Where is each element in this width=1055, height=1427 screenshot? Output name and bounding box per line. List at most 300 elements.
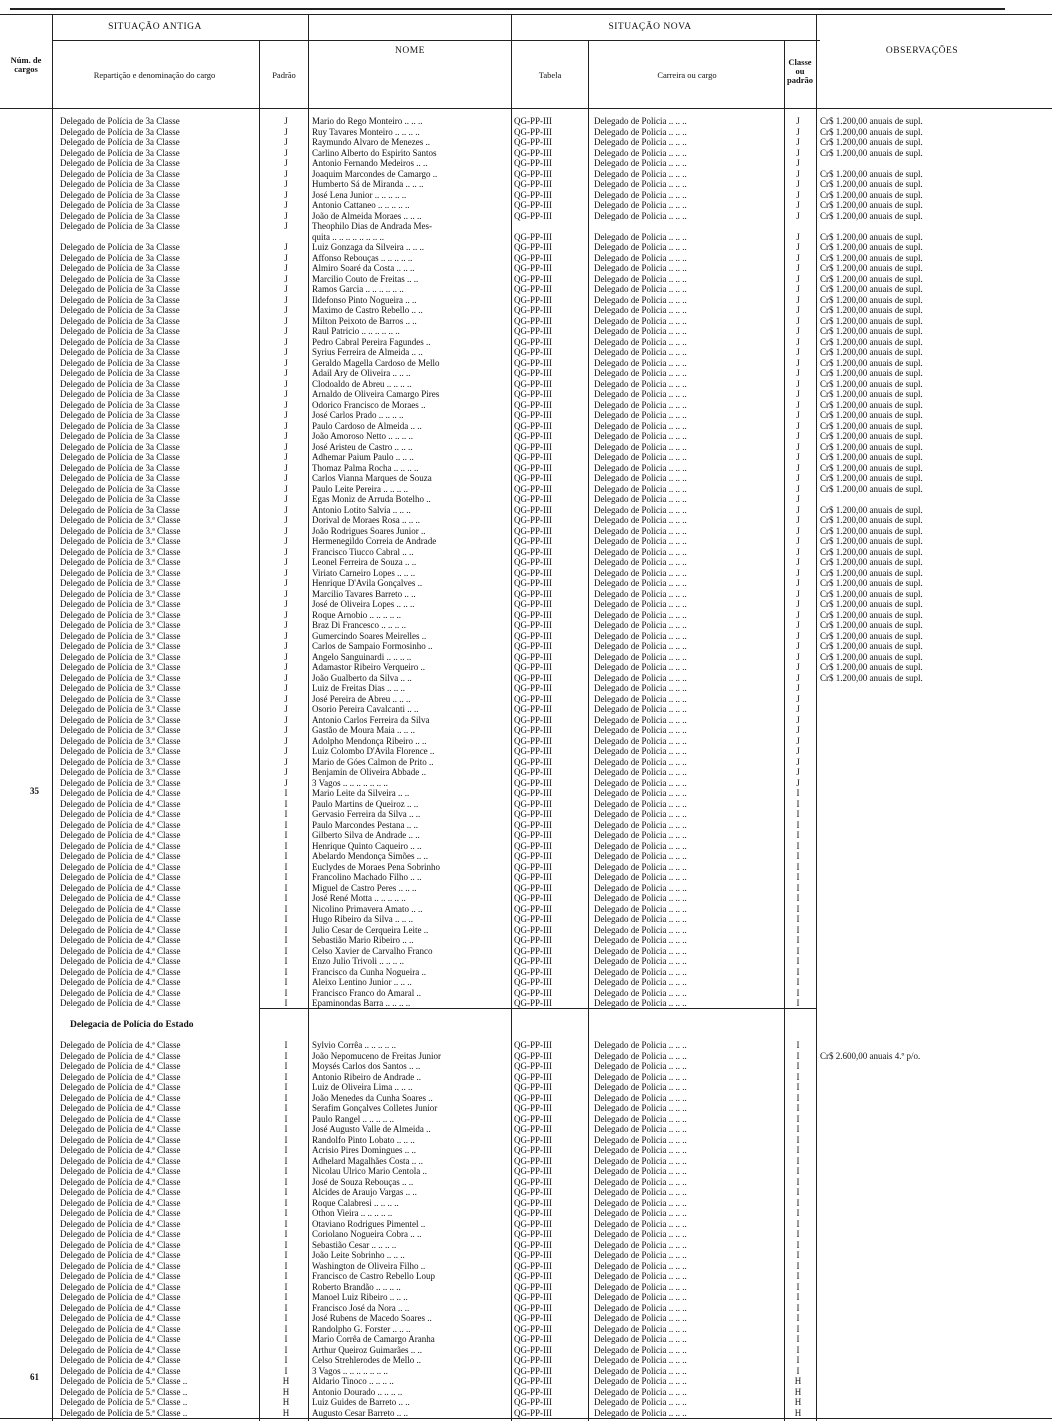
- tabela-cell: QG-PP-III: [514, 1376, 552, 1386]
- table-row: [0, 1229, 1055, 1240]
- reparticao-cell: Delegado de Polícia de 4.ª Classe: [60, 945, 181, 956]
- table-row: [0, 631, 1055, 642]
- reparticao-cell: Delegado de Polícia de 3a Classe: [60, 158, 180, 168]
- reparticao-cell: Delegado de Polícia de 4.ª Classe: [60, 924, 181, 935]
- carreira-cell: Delegado de Policia .. .. ..: [594, 1334, 687, 1344]
- nome-cell: Mario Leite da Silveira .. ..: [312, 788, 410, 798]
- nome-cell: Nicolino Primavera Amato .. ..: [312, 903, 423, 914]
- padrao-cell: I: [284, 1218, 288, 1229]
- padrao-cell: J: [284, 641, 288, 651]
- table-row: [0, 547, 1055, 558]
- carreira-cell: Delegado de Policia .. .. ..: [594, 599, 687, 609]
- observacoes-cell: Cr$ 1.200,00 anuais de supl.: [820, 389, 923, 399]
- table-row: [0, 568, 1055, 579]
- carreira-cell: Delegado de Policia .. .. ..: [594, 1271, 687, 1281]
- nome-cell: José René Motta .. .. .. .. ..: [312, 893, 406, 903]
- padrao-cell: J: [284, 368, 288, 378]
- carreira-cell: Delegado de Policia .. .. ..: [594, 462, 687, 473]
- table-row: [0, 1051, 1055, 1062]
- nome-cell: Sylvio Corrêa .. .. .. .. ..: [312, 1040, 396, 1050]
- tabela-cell: QG-PP-III: [514, 966, 552, 977]
- nome-cell: João de Almeida Moraes .. .. ..: [312, 210, 422, 221]
- classe-cell: J: [796, 662, 800, 672]
- carreira-cell: Delegado de Policia .. .. ..: [594, 1166, 687, 1176]
- classe-cell: H: [794, 1386, 802, 1397]
- table-row: [0, 1187, 1055, 1198]
- padrao-cell: J: [284, 326, 288, 336]
- table-row: [0, 1345, 1055, 1356]
- table-row: [0, 221, 1055, 232]
- tabela-cell: QG-PP-III: [514, 126, 552, 137]
- reparticao-cell: Delegado de Polícia de 4.ª Classe: [60, 809, 181, 819]
- nome-cell: Carlino Alberto do Espirito Santos: [312, 147, 437, 158]
- table-row: [0, 620, 1055, 631]
- reparticao-cell: Delegado de Polícia de 4.ª Classe: [60, 1208, 181, 1218]
- nome-cell: Adhelard Magalhães Costa .. ..: [312, 1155, 423, 1166]
- table-row: [0, 736, 1055, 747]
- tabela-cell: QG-PP-III: [514, 599, 552, 609]
- carreira-cell: Delegado de Policia .. .. ..: [594, 557, 687, 567]
- classe-cell: J: [796, 158, 800, 168]
- nome-cell: Francolino Machado Filho .. ..: [312, 872, 422, 882]
- classe-cell: I: [796, 977, 800, 987]
- carreira-cell: Delegado de Policia .. .. ..: [594, 1134, 687, 1145]
- carreira-cell: Delegado de Policia .. .. ..: [594, 410, 687, 420]
- reparticao-cell: Delegado de Polícia de 3a Classe: [60, 494, 180, 504]
- observacoes-cell: Cr$ 1.200,00 anuais de supl.: [820, 578, 923, 588]
- padrao-cell: J: [284, 452, 288, 462]
- table-row: [0, 1313, 1055, 1324]
- table-row: [0, 232, 1055, 243]
- top-rule: [10, 8, 1005, 10]
- classe-cell: I: [796, 1082, 800, 1092]
- padrao-cell: I: [284, 1103, 288, 1113]
- nome-cell: Alcides de Araujo Vargas .. ..: [312, 1187, 417, 1197]
- padrao-cell: J: [284, 389, 288, 399]
- table-row: [0, 862, 1055, 873]
- observacoes-cell: Cr$ 1.200,00 anuais de supl.: [820, 336, 923, 347]
- observacoes-cell: Cr$ 1.200,00 anuais de supl.: [820, 588, 923, 599]
- padrao-cell: J: [284, 483, 288, 494]
- carreira-cell: Delegado de Policia .. .. ..: [594, 1386, 687, 1397]
- padrao-cell: J: [284, 410, 288, 420]
- reparticao-cell: Delegado de Polícia de 5.ª Classe ..: [60, 1376, 188, 1386]
- nome-cell: Braz Di Francesco .. .. .. ..: [312, 620, 406, 630]
- classe-cell: J: [796, 504, 800, 515]
- nome-cell: Celso Xavier de Carvalho Franco: [312, 945, 433, 956]
- table-row: [0, 169, 1055, 180]
- carreira-cell: Delegado de Policia .. .. ..: [594, 242, 687, 252]
- padrao-cell: I: [284, 987, 288, 998]
- carreira-cell: Delegado de Policia .. .. ..: [594, 1082, 687, 1092]
- classe-cell: I: [796, 903, 800, 914]
- reparticao-cell: Delegado de Polícia de 3.ª Classe: [60, 567, 181, 578]
- observacoes-cell: Cr$ 1.200,00 anuais de supl.: [820, 315, 923, 326]
- header-bottom-line: [0, 108, 1052, 109]
- table-row: [0, 190, 1055, 201]
- observacoes-cell: Cr$ 1.200,00 anuais de supl.: [820, 567, 923, 578]
- reparticao-cell: Delegado de Polícia de 3a Classe: [60, 294, 180, 305]
- reparticao-cell: Delegado de Polícia de 5.ª Classe ..: [60, 1386, 188, 1397]
- carreira-cell: Delegado de Policia .. .. ..: [594, 483, 687, 494]
- carreira-cell: Delegado de Policia .. .. ..: [594, 1040, 687, 1050]
- table-row: [0, 452, 1055, 463]
- observacoes-cell: Cr$ 1.200,00 anuais de supl.: [820, 347, 923, 357]
- nome-cell: Coriolano Nogueira Cobra .. ..: [312, 1229, 422, 1239]
- tabela-cell: QG-PP-III: [514, 672, 552, 683]
- tabela-cell: QG-PP-III: [514, 767, 552, 777]
- tabela-cell: QG-PP-III: [514, 1302, 552, 1313]
- tabela-cell: QG-PP-III: [514, 630, 552, 641]
- padrao-cell: J: [284, 305, 288, 315]
- table-row: [0, 326, 1055, 337]
- reparticao-cell: Delegado de Polícia de 3.ª Classe: [60, 735, 181, 746]
- tabela-cell: QG-PP-III: [514, 1323, 552, 1334]
- table-row: [0, 1261, 1055, 1272]
- observacoes-cell: Cr$ 1.200,00 anuais de supl.: [820, 515, 923, 525]
- padrao-cell: I: [284, 1281, 288, 1292]
- reparticao-cell: Delegado de Polícia de 4.ª Classe: [60, 1365, 181, 1376]
- reparticao-cell: Delegado de Polícia de 4.ª Classe: [60, 1155, 181, 1166]
- tabela-cell: QG-PP-III: [514, 588, 552, 599]
- classe-cell: I: [796, 1166, 800, 1176]
- tabela-cell: QG-PP-III: [514, 1208, 552, 1218]
- carreira-cell: Delegado de Policia .. .. ..: [594, 819, 687, 830]
- reparticao-cell: Delegado de Polícia de 3.ª Classe: [60, 515, 181, 525]
- tabela-cell: QG-PP-III: [514, 1355, 552, 1365]
- carreira-cell: Delegado de Policia .. .. ..: [594, 1250, 687, 1260]
- classe-cell: I: [796, 1260, 800, 1271]
- tabela-cell: QG-PP-III: [514, 1260, 552, 1271]
- nome-cell: Luiz Gonzaga da Silveira .. .. ..: [312, 242, 424, 252]
- classe-cell: I: [796, 945, 800, 956]
- nome-cell: Marcilio Couto de Freitas .. ..: [312, 273, 419, 284]
- reparticao-cell: Delegado de Polícia de 3.ª Classe: [60, 672, 181, 683]
- padrao-cell: J: [284, 441, 288, 452]
- observacoes-cell: Cr$ 1.200,00 anuais de supl.: [820, 137, 923, 147]
- observacoes-cell: Cr$ 1.200,00 anuais de supl.: [820, 504, 923, 515]
- tabela-cell: QG-PP-III: [514, 179, 552, 189]
- table-row: [0, 767, 1055, 778]
- tabela-cell: QG-PP-III: [514, 473, 552, 483]
- table-row: [0, 347, 1055, 358]
- classe-cell: J: [796, 200, 800, 210]
- carreira-cell: Delegado de Policia .. .. ..: [594, 284, 687, 294]
- tabela-cell: QG-PP-III: [514, 504, 552, 515]
- nome-cell: Francisco de Castro Rebello Loup: [312, 1271, 435, 1281]
- table-row: [0, 1240, 1055, 1251]
- reparticao-cell: Delegado de Polícia de 4.ª Classe: [60, 1229, 181, 1239]
- table-row: [0, 400, 1055, 411]
- nome-cell: Antonio Lotito Salvia .. .. ..: [312, 504, 411, 515]
- padrao-cell: H: [282, 1376, 290, 1386]
- tabela-cell: QG-PP-III: [514, 1082, 552, 1092]
- nome-cell: José de Oliveira Lopes .. .. ..: [312, 599, 415, 609]
- carreira-cell: Delegado de Policia .. .. ..: [594, 830, 687, 840]
- padrao-cell: J: [284, 683, 288, 693]
- carreira-cell: Delegado de Policia .. .. ..: [594, 641, 687, 651]
- classe-cell: I: [796, 840, 800, 851]
- table-row: [0, 883, 1055, 894]
- classe-cell: J: [796, 588, 800, 599]
- tabela-cell: QG-PP-III: [514, 326, 552, 336]
- reparticao-cell: Delegado de Polícia de 5.ª Classe ..: [60, 1407, 188, 1418]
- reparticao-cell: Delegado de Polícia de 3a Classe: [60, 168, 180, 179]
- table-row: [0, 242, 1055, 253]
- padrao-cell: J: [284, 777, 288, 788]
- tabela-cell: QG-PP-III: [514, 210, 552, 221]
- tabela-cell: QG-PP-III: [514, 924, 552, 935]
- nome-cell: Arthur Queiroz Guimarães .. ..: [312, 1344, 422, 1355]
- carreira-cell: Delegado de Policia .. .. ..: [594, 1229, 687, 1239]
- reparticao-cell: Delegado de Polícia de 3a Classe: [60, 315, 180, 326]
- reparticao-cell: Delegado de Polícia de 3a Classe: [60, 200, 180, 210]
- table-row: [0, 1082, 1055, 1093]
- padrao-cell: J: [284, 252, 288, 263]
- padrao-cell: J: [284, 158, 288, 168]
- classe-cell: J: [796, 357, 800, 368]
- header-top-line: [0, 14, 1052, 15]
- classe-cell: J: [796, 116, 800, 126]
- padrao-cell: J: [284, 242, 288, 252]
- observacoes-cell: Cr$ 1.200,00 anuais de supl.: [820, 168, 923, 179]
- reparticao-cell: Delegado de Polícia de 3.ª Classe: [60, 704, 181, 714]
- padrao-cell: J: [284, 336, 288, 347]
- nome-cell: Benjamin de Oliveira Abbade ..: [312, 767, 426, 777]
- classe-cell: J: [796, 147, 800, 158]
- table-row: [0, 473, 1055, 484]
- reparticao-cell: Delegado de Polícia de 4.ª Classe: [60, 1313, 181, 1323]
- classe-cell: J: [796, 693, 800, 704]
- carreira-cell: Delegado de Policia .. .. ..: [594, 851, 687, 861]
- table-row: [0, 799, 1055, 810]
- observacoes-cell: Cr$ 1.200,00 anuais de supl.: [820, 231, 923, 242]
- table-row: [0, 641, 1055, 652]
- carreira-cell: Delegado de Policia .. .. ..: [594, 567, 687, 578]
- nome-cell: Roque Calabresi .. .. .. ..: [312, 1197, 399, 1208]
- table-row: [0, 778, 1055, 789]
- table-row: [0, 379, 1055, 390]
- carreira-cell: Delegado de Policia .. .. ..: [594, 746, 687, 756]
- reparticao-cell: Delegado de Polícia de 4.ª Classe: [60, 1092, 181, 1103]
- table-row: [0, 830, 1055, 841]
- classe-cell: I: [796, 1292, 800, 1302]
- reparticao-cell: Delegado de Polícia de 3a Classe: [60, 378, 180, 389]
- observacoes-cell: Cr$ 1.200,00 anuais de supl.: [820, 410, 923, 420]
- reparticao-cell: Delegado de Polícia de 3.ª Classe: [60, 746, 181, 756]
- classe-cell: I: [796, 1355, 800, 1365]
- classe-cell: J: [796, 599, 800, 609]
- carreira-cell: Delegado de Policia .. .. ..: [594, 788, 687, 798]
- reparticao-cell: Delegado de Polícia de 3a Classe: [60, 221, 180, 231]
- table-row: [0, 1198, 1055, 1209]
- observacoes-cell: Cr$ 1.200,00 anuais de supl.: [820, 179, 923, 189]
- table-row: [0, 557, 1055, 568]
- header-mid-line: [52, 40, 820, 41]
- reparticao-cell: Delegado de Polícia de 4.ª Classe: [60, 966, 181, 977]
- nome-cell: Randolfo Pinto Lobato .. .. ..: [312, 1134, 415, 1145]
- reparticao-cell: Delegado de Polícia de 4.ª Classe: [60, 1197, 181, 1208]
- classe-cell: J: [796, 620, 800, 630]
- reparticao-cell: Delegado de Polícia de 4.ª Classe: [60, 819, 181, 830]
- carreira-cell: Delegado de Policia .. .. ..: [594, 294, 687, 305]
- carreira-cell: Delegado de Policia .. .. ..: [594, 882, 687, 893]
- classe-cell: I: [796, 956, 800, 966]
- carreira-cell: Delegado de Policia .. .. ..: [594, 1092, 687, 1103]
- tabela-cell: QG-PP-III: [514, 609, 552, 620]
- reparticao-cell: Delegado de Polícia de 4.ª Classe: [60, 914, 181, 924]
- carreira-cell: Delegado de Policia .. .. ..: [594, 872, 687, 882]
- observacoes-cell: Cr$ 1.200,00 anuais de supl.: [820, 536, 923, 546]
- nome-cell: Gumercindo Soares Meirelles ..: [312, 630, 427, 641]
- classe-cell: J: [796, 473, 800, 483]
- table-section-b: [0, 1040, 1055, 1418]
- table-row: [0, 1282, 1055, 1293]
- table-row: [0, 1103, 1055, 1114]
- carreira-cell: Delegado de Policia .. .. ..: [594, 168, 687, 179]
- table-row: [0, 116, 1055, 127]
- reparticao-cell: Delegado de Polícia de 4.ª Classe: [60, 840, 181, 851]
- tabela-cell: QG-PP-III: [514, 882, 552, 893]
- tabela-cell: QG-PP-III: [514, 263, 552, 273]
- table-row: [0, 1303, 1055, 1314]
- carreira-cell: Delegado de Policia .. .. ..: [594, 1113, 687, 1124]
- classe-cell: J: [796, 347, 800, 357]
- nome-cell: Maximo de Castro Rebello .. ..: [312, 305, 423, 315]
- classe-cell: I: [796, 924, 800, 935]
- table-row: [0, 788, 1055, 799]
- table-row: [0, 1135, 1055, 1146]
- table-row: [0, 809, 1055, 820]
- carreira-cell: Delegado de Policia .. .. ..: [594, 630, 687, 641]
- nome-cell: Sebastião Cesar .. .. .. ..: [312, 1239, 397, 1250]
- tabela-cell: QG-PP-III: [514, 620, 552, 630]
- padrao-cell: I: [284, 966, 288, 977]
- carreira-cell: Delegado de Policia .. .. ..: [594, 200, 687, 210]
- padrao-cell: I: [284, 1061, 288, 1071]
- nome-cell: Viriato Carneiro Lopes .. .. ..: [312, 567, 416, 578]
- classe-cell: I: [796, 872, 800, 882]
- nome-cell: Egas Moniz de Arruda Botelho ..: [312, 494, 431, 504]
- carreira-cell: Delegado de Policia .. .. ..: [594, 1050, 687, 1061]
- carreira-cell: Delegado de Policia .. .. ..: [594, 357, 687, 368]
- classe-cell: J: [796, 714, 800, 725]
- tabela-cell: QG-PP-III: [514, 935, 552, 945]
- tabela-cell: QG-PP-III: [514, 1197, 552, 1208]
- observacoes-cell: Cr$ 1.200,00 anuais de supl.: [820, 378, 923, 389]
- reparticao-cell: Delegado de Polícia de 4.ª Classe: [60, 956, 181, 966]
- nome-cell: Antonio Carlos Ferreira da Silva: [312, 714, 430, 725]
- nome-cell: José Rubens de Macedo Soares ..: [312, 1313, 432, 1323]
- observacoes-cell: Cr$ 1.200,00 anuais de supl.: [820, 326, 923, 336]
- reparticao-cell: Delegado de Polícia de 4.ª Classe: [60, 998, 181, 1008]
- observacoes-cell: Cr$ 1.200,00 anuais de supl.: [820, 116, 923, 126]
- nome-cell: Randolpho G. Forster .. .. ..: [312, 1323, 411, 1334]
- nome-cell: Roque Arnobio .. .. .. .. ..: [312, 609, 401, 620]
- tabela-cell: QG-PP-III: [514, 1365, 552, 1376]
- classe-cell: J: [796, 389, 800, 399]
- table-row: [0, 757, 1055, 768]
- table-row: [0, 358, 1055, 369]
- nome-cell: Clodoaldo de Abreu .. .. .. ..: [312, 378, 412, 389]
- carreira-cell: Delegado de Policia .. .. ..: [594, 1302, 687, 1313]
- table-row: [0, 746, 1055, 757]
- reparticao-cell: Delegado de Polícia de 3a Classe: [60, 473, 180, 483]
- tabela-cell: QG-PP-III: [514, 987, 552, 998]
- table-row: [0, 127, 1055, 138]
- padrao-cell: I: [284, 924, 288, 935]
- classe-cell: J: [796, 441, 800, 452]
- reparticao-cell: Delegado de Polícia de 3a Classe: [60, 483, 180, 494]
- padrao-cell: I: [284, 1082, 288, 1092]
- tabela-cell: QG-PP-III: [514, 305, 552, 315]
- nome-cell: Gastão de Moura Maia .. .. ..: [312, 725, 415, 735]
- carreira-cell: Delegado de Policia .. .. ..: [594, 389, 687, 399]
- classe-cell: I: [796, 830, 800, 840]
- classe-cell: I: [796, 1229, 800, 1239]
- observacoes-cell: Cr$ 1.200,00 anuais de supl.: [820, 200, 923, 210]
- table-row: [0, 820, 1055, 831]
- classe-cell: J: [796, 137, 800, 147]
- padrao-cell: J: [284, 147, 288, 158]
- nome-cell: Paulo Rangel .. .. .. .. ..: [312, 1113, 394, 1124]
- tabela-cell: QG-PP-III: [514, 200, 552, 210]
- carreira-cell: Delegado de Policia .. .. ..: [594, 473, 687, 483]
- padrao-cell: J: [284, 735, 288, 746]
- padrao-cell: J: [284, 504, 288, 515]
- padrao-cell: J: [284, 662, 288, 672]
- observacoes-cell: Cr$ 1.200,00 anuais de supl.: [820, 662, 923, 672]
- nome-cell: Moysés Carlos dos Santos .. ..: [312, 1061, 421, 1071]
- tabela-cell: QG-PP-III: [514, 1344, 552, 1355]
- padrao-cell: J: [284, 578, 288, 588]
- table-row: [0, 158, 1055, 169]
- table-row: [0, 610, 1055, 621]
- table-row: [0, 526, 1055, 537]
- reparticao-cell: Delegado de Polícia de 4.ª Classe: [60, 1176, 181, 1187]
- tabela-cell: QG-PP-III: [514, 578, 552, 588]
- observacoes-cell: Cr$ 1.200,00 anuais de supl.: [820, 368, 923, 378]
- tabela-cell: QG-PP-III: [514, 1092, 552, 1103]
- tabela-cell: QG-PP-III: [514, 536, 552, 546]
- nome-cell: Abelardo Mendonça Simões .. ..: [312, 851, 428, 861]
- reparticao-cell: Delegado de Polícia de 3.ª Classe: [60, 683, 181, 693]
- tabela-cell: QG-PP-III: [514, 1050, 552, 1061]
- tabela-cell: QG-PP-III: [514, 399, 552, 410]
- table-row: [0, 421, 1055, 432]
- tabela-cell: QG-PP-III: [514, 956, 552, 966]
- nome-cell: Mario Corrêa de Camargo Aranha: [312, 1334, 435, 1344]
- classe-cell: J: [796, 483, 800, 494]
- nome-cell: José Carlos Prado .. .. .. ..: [312, 410, 404, 420]
- reparticao-cell: Delegado de Polícia de 3.ª Classe: [60, 756, 181, 767]
- padrao-cell: J: [284, 714, 288, 725]
- table-row: [0, 946, 1055, 957]
- classe-cell: J: [796, 231, 800, 242]
- reparticao-cell: Delegado de Polícia de 4.ª Classe: [60, 1218, 181, 1229]
- padrao-cell: J: [284, 515, 288, 525]
- padrao-cell: J: [284, 525, 288, 536]
- tabela-cell: QG-PP-III: [514, 1071, 552, 1082]
- classe-cell: J: [796, 189, 800, 200]
- carreira-cell: Delegado de Policia .. .. ..: [594, 546, 687, 557]
- reparticao-cell: Delegado de Polícia de 3.ª Classe: [60, 651, 181, 662]
- padrao-cell: J: [284, 651, 288, 662]
- classe-cell: I: [796, 1061, 800, 1071]
- tabela-cell: QG-PP-III: [514, 242, 552, 252]
- tabela-cell: QG-PP-III: [514, 294, 552, 305]
- observacoes-cell: Cr$ 1.200,00 anuais de supl.: [820, 126, 923, 137]
